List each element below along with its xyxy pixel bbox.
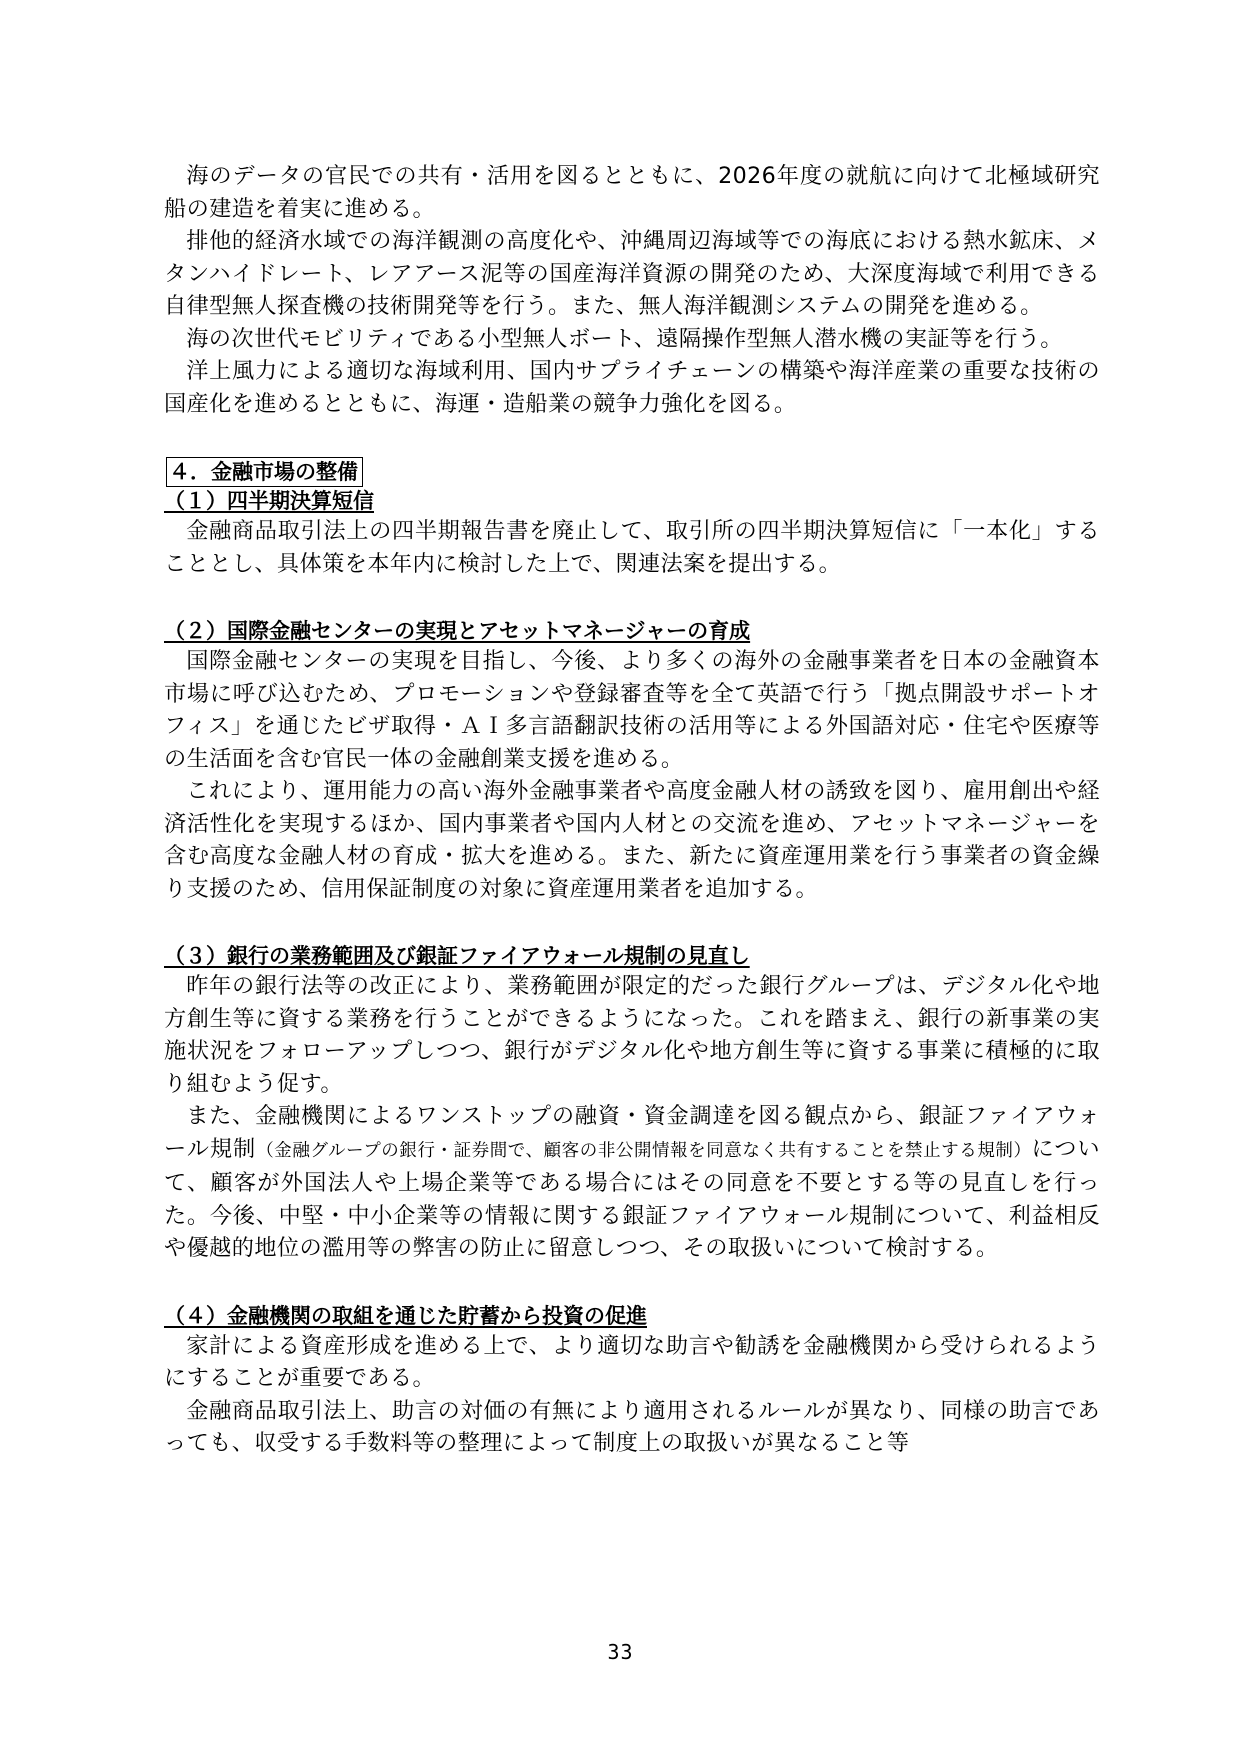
subsection-heading-3: （３）銀行の業務範囲及び銀証ファイアウォール規制の見直し [164, 944, 750, 968]
intro-paragraph-3: 海の次世代モビリティである小型無人ボート、遠隔操作型無人潜水機の実証等を行う。 [186, 325, 1063, 352]
intro-paragraph-2: 排他的経済水域での海洋観測の高度化や、沖縄周辺海域等での海底における熱水鉱床、メタンハイドレート、レアアース泥等の国産海洋資源の開発のため、大深度海域で利用できる自律型無人探査機の技術開発等を行う。また、無人海洋観測システムの開発を進める。 [164, 228, 1100, 319]
subsection-heading-4: （４）金融機関の取組を通じた貯蓄から投資の促進 [164, 1303, 647, 1328]
intro-paragraph-1: 海のデータの官民での共有・活用を図るとともに、2026年度の就航に向けて北極域研究船の建造を着実に進める。 [164, 163, 1100, 222]
subsection-3-paragraph-2 [164, 1100, 1100, 1265]
paragraph-text: また、金融機関によるワンストップの融資・資金調達を図る観点から、銀証ファイアウォール規制 [164, 1103, 1100, 1162]
section-heading: ４．金融市場の整備 [166, 457, 363, 487]
subsection-2-paragraph-2: これにより、運用能力の高い海外金融事業者や高度金融人材の誘致を図り、雇用創出や経済活性化を実現するほか、国内事業者や国内人材との交流を進め、アセットマネージャーを含む高度な金融人材の育成・拡大を進める。また、新たに資産運用業を行う事業者の資金繰り支援のため、信用保証制度の対象に資産運用業者を追加する。 [164, 778, 1100, 902]
subsection-1-paragraph-1: 金融商品取引法上の四半期報告書を廃止して、取引所の四半期決算短信に「一本化」することとし、具体策を本年内に検討した上で、関連法案を提出する。 [164, 518, 1100, 577]
subsection-4-paragraph-2: 金融商品取引法上、助言の対価の有無により適用されるルールが異なり、同様の助言であっても、収受する手数料等の整理によって制度上の取扱いが異なること等 [164, 1397, 1100, 1456]
subsection-heading-1: （１）四半期決算短信 [164, 489, 374, 513]
paragraph-text: について、顧客が外国法人や上場企業等である場合にはその同意を不要とする等の見直しを行った。今後、中堅・中小企業等の情報に関する銀証ファイアウォール規制について、利益相反や優越的地位の濫用等の弊害の防止に留意しつつ、その取扱いについて検討する。 [164, 1135, 1101, 1261]
document-page [164, 160, 1100, 1460]
subsection-2-paragraph-1: 国際金融センターの実現を目指し、今後、より多くの海外の金融事業者を日本の金融資本市場に呼び込むため、プロモーションや登録審査等を全て英語で行う「拠点開設サポートオフィス」を通じたビザ取得・ＡＩ多言語翻訳技術の活用等による外国語対応・住宅や医療等の生活面を含む官民一体の金融創業支援を進める。 [164, 648, 1100, 772]
subsection-heading-2: （２）国際金融センターの実現とアセットマネージャーの育成 [164, 619, 751, 643]
subsection-3-paragraph-1: 昨年の銀行法等の改正により、業務範囲が限定的だった銀行グループは、デジタル化や地方創生等に資する業務を行うことができるようになった。これを踏まえ、銀行の新事業の実施状況をフォローアップしつつ、銀行がデジタル化や地方創生等に資する事業に積極的に取り組むよう促す。 [164, 973, 1100, 1097]
inline-note: （金融グループの銀行・証券間で、顧客の非公開情報を同意なく共有することを禁止する規制） [256, 1140, 1032, 1161]
intro-paragraph-4: 洋上風力による適切な海域利用、国内サプライチェーンの構築や海洋産業の重要な技術の国産化を進めるとともに、海運・造船業の競争力強化を図る。 [164, 358, 1100, 417]
page-number: 33 [607, 1640, 634, 1664]
subsection-4-paragraph-1: 家計による資産形成を進める上で、より適切な助言や勧誘を金融機関から受けられるようにすることが重要である。 [164, 1332, 1100, 1391]
